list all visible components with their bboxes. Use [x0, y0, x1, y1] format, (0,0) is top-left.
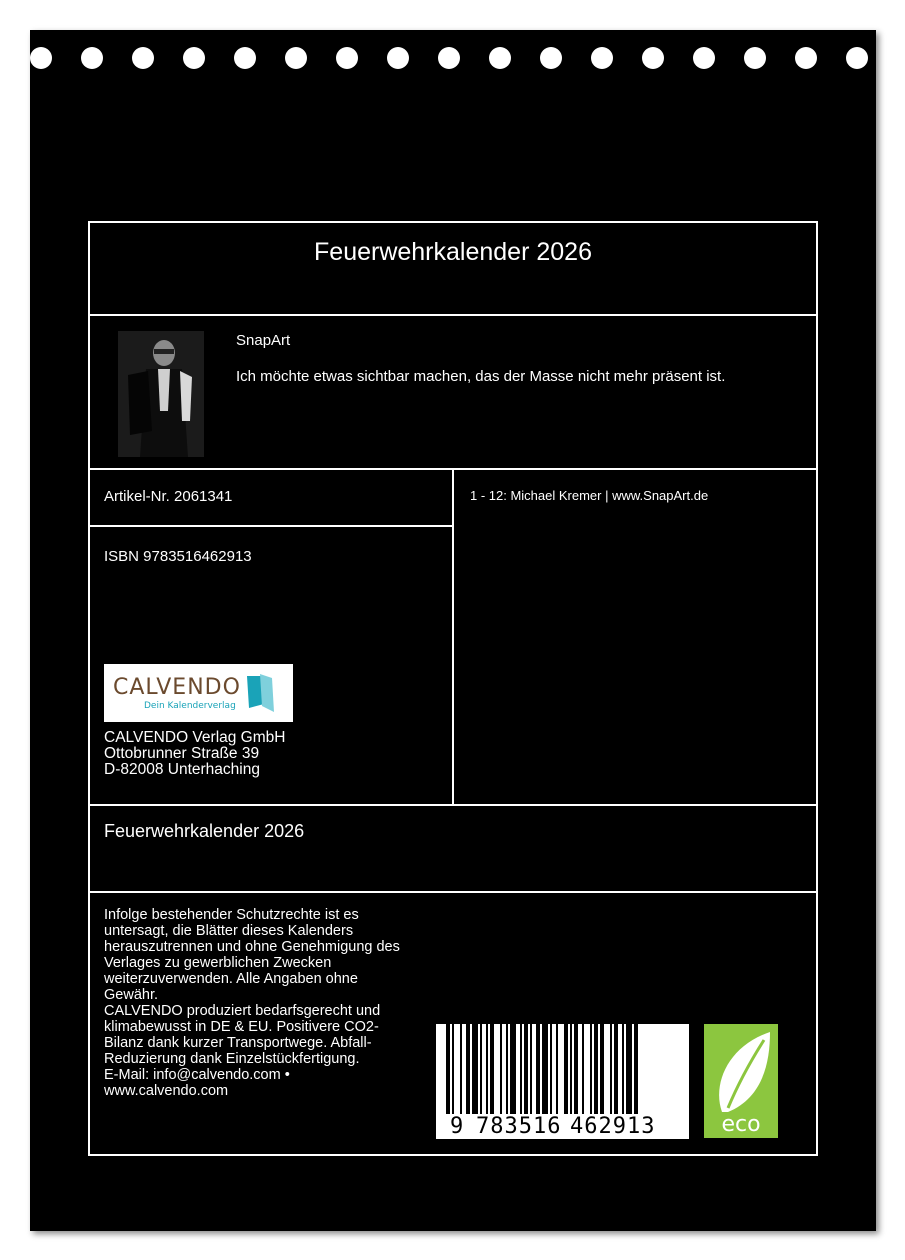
legal-line: Infolge bestehender Schutzrechte ist es — [104, 907, 359, 923]
binding-hole — [438, 47, 460, 69]
binding-hole — [540, 47, 562, 69]
cover-title: Feuerwehrkalender 2026 — [314, 238, 592, 266]
binding-hole — [387, 47, 409, 69]
divider — [88, 891, 818, 893]
publisher-address — [104, 730, 285, 778]
divider — [88, 525, 454, 527]
logo-wordmark: CALVENDO — [113, 675, 241, 700]
divider — [88, 314, 818, 316]
eco-badge — [704, 1024, 778, 1138]
binding-hole — [30, 47, 52, 69]
legal-line: herauszutrennen und ohne Genehmigung des — [104, 939, 400, 955]
binding-hole — [744, 47, 766, 69]
legal-line: Reduzierung dank Einzelstückfertigung. — [104, 1051, 360, 1067]
legal-line: E-Mail: info@calvendo.com • — [104, 1067, 290, 1083]
legal-line: www.calvendo.com — [104, 1083, 229, 1099]
binding-hole — [132, 47, 154, 69]
logo-tagline: Dein Kalenderverlag — [144, 701, 236, 711]
barcode-digits-right: 462913 — [570, 1114, 656, 1139]
isbn-barcode — [436, 1024, 689, 1139]
binding-hole — [81, 47, 103, 69]
calvendo-logo — [104, 664, 293, 722]
binding-hole — [642, 47, 664, 69]
author-quote: Ich möchte etwas sichtbar machen, das der Masse nicht mehr präsent ist. — [236, 368, 726, 385]
legal-line: klimabewusst in DE & EU. Positivere CO2- — [104, 1019, 379, 1035]
binding-hole — [183, 47, 205, 69]
address-line: Ottobrunner Straße 39 — [104, 745, 260, 762]
legal-line: weiterzuverwenden. Alle Angaben ohne — [104, 971, 358, 987]
legal-line: untersagt, die Blätter dieses Kalenders — [104, 923, 354, 939]
binding-hole — [336, 47, 358, 69]
address-line: CALVENDO Verlag GmbH — [104, 729, 286, 746]
address-line: D-82008 Unterhaching — [104, 761, 260, 778]
legal-line: CALVENDO produziert bedarfsgerecht und — [104, 1003, 381, 1019]
barcode-digit-prefix: 9 — [450, 1114, 464, 1139]
binding-hole — [591, 47, 613, 69]
binding-hole — [285, 47, 307, 69]
column-divider — [452, 468, 454, 805]
binding-holes — [0, 0, 905, 80]
product-title: Feuerwehrkalender 2026 — [104, 821, 305, 841]
photo-credit: 1 - 12: Michael Kremer | www.SnapArt.de — [470, 488, 709, 503]
binding-hole — [234, 47, 256, 69]
isbn: ISBN 9783516462913 — [104, 548, 252, 565]
binding-hole — [846, 47, 868, 69]
legal-line: Verlages zu gewerblichen Zwecken — [104, 955, 332, 971]
eco-label: eco — [721, 1112, 761, 1137]
legal-line: Bilanz dank kurzer Transportwege. Abfall- — [104, 1035, 372, 1051]
binding-hole — [693, 47, 715, 69]
author-photo — [118, 331, 204, 457]
barcode-digits-left: 783516 — [476, 1114, 562, 1139]
binding-hole — [795, 47, 817, 69]
legal-notice — [104, 907, 444, 1099]
article-number: Artikel-Nr. 2061341 — [104, 488, 233, 505]
author-name: SnapArt — [236, 332, 291, 349]
legal-line: Gewähr. — [104, 987, 158, 1003]
binding-hole — [489, 47, 511, 69]
